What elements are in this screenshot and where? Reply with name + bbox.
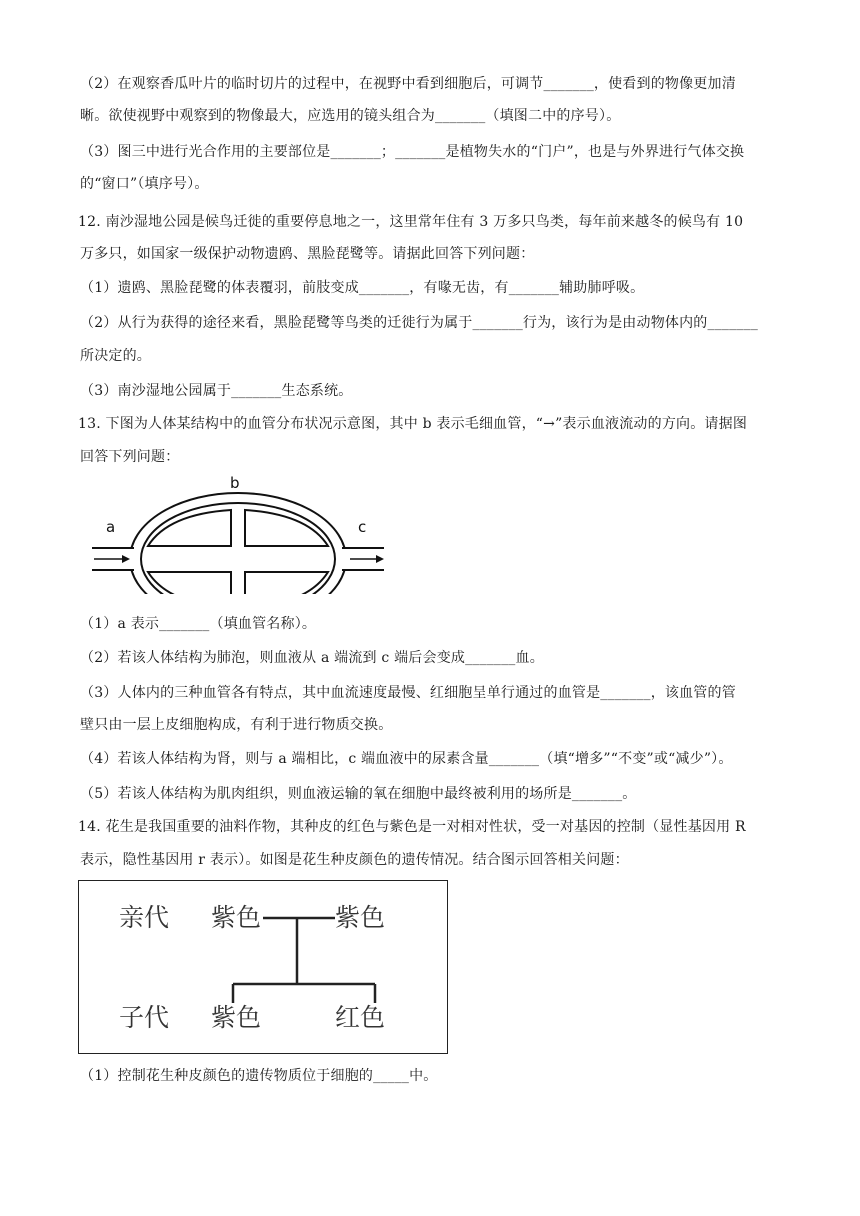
label-a: a xyxy=(106,518,116,536)
text-line: （3）图三中进行光合作用的主要部位是_______；_______是植物失水的“门户”，也是与外界进行气体交换 xyxy=(80,144,745,160)
label-c: c xyxy=(358,518,367,536)
text-line: （4）若该人体结构为肾，则与 a 端相比，c 端血液中的尿素含量_______（填“增多”“不变”或“减少”）。 xyxy=(80,751,733,767)
text-line: 的“窗口”（填序号）。 xyxy=(80,176,209,192)
text-line: （3）南沙湿地公园属于_______生态系统。 xyxy=(80,383,353,399)
text-line: （1）控制花生种皮颜色的遗传物质位于细胞的_____中。 xyxy=(80,1068,438,1084)
text-line: （2）若该人体结构为肺泡，则血液从 a 端流到 c 端后会变成_______血。 xyxy=(80,650,544,666)
text-line: 晰。欲使视野中观察到的物像最大，应选用的镜头组合为_______（填图二中的序号）。 xyxy=(80,108,621,124)
text-line: （5）若该人体结构为肌肉组织，则血液运输的氧在细胞中最终被利用的场所是_______。 xyxy=(80,786,637,802)
text-line: （3）人体内的三种血管各有特点，其中血流速度最慢、红细胞呈单行通过的血管是_______，该血管的管 xyxy=(80,685,736,701)
text-line: 表示，隐性基因用 r 表示）。如图是花生种皮颜色的遗传情况。结合图示回答相关问题： xyxy=(80,852,629,868)
parent-left-trait: 紫色 xyxy=(211,903,262,932)
offspring-generation-label: 子代 xyxy=(119,1003,170,1032)
question-12-stem: 12. 南沙湿地公园是候鸟迁徙的重要停息地之一，这里常年住有 3 万多只鸟类，每年前来越冬的候鸟有 10 xyxy=(78,214,744,230)
text-line: 所决定的。 xyxy=(80,348,151,364)
offspring-right-trait: 红色 xyxy=(335,1003,386,1032)
text-line: （2）在观察香瓜叶片的临时切片的过程中，在视野中看到细胞后，可调节_______，使看到的物像更加清 xyxy=(80,76,736,92)
cross-lines xyxy=(79,881,447,1053)
parent-generation-label: 亲代 xyxy=(119,903,170,932)
question-13-stem: 13. 下图为人体某结构中的血管分布状况示意图，其中 b 表示毛细血管，“→”表示血液流动的方向。请据图 xyxy=(78,416,748,432)
text-line: 万多只，如国家一级保护动物遗鸥、黑脸琵鹭等。请据此回答下列问题： xyxy=(80,246,535,262)
text-line: （1）a 表示_______（填血管名称）。 xyxy=(80,616,317,632)
text-line: （2）从行为获得的途径来看，黑脸琵鹭等鸟类的迁徙行为属于_______行为，该行为是由动物体内的_______ xyxy=(80,315,758,331)
text-line: 回答下列问题： xyxy=(80,449,180,465)
offspring-left-trait: 紫色 xyxy=(211,1003,262,1032)
question-14-stem: 14. 花生是我国重要的油料作物，其种皮的红色与紫色是一对相对性状，受一对基因的控制（显性基因用 R xyxy=(78,819,746,835)
parent-right-trait: 紫色 xyxy=(335,903,386,932)
label-b: b xyxy=(230,474,240,492)
blood-vessel-diagram xyxy=(88,474,388,594)
text-line: 壁只由一层上皮细胞构成，有利于进行物质交换。 xyxy=(80,717,393,733)
heredity-diagram xyxy=(78,880,448,1054)
text-line: （1）遗鸥、黑脸琵鹭的体表覆羽，前肢变成_______，有喙无齿，有_______辅助肺呼吸。 xyxy=(80,280,645,296)
